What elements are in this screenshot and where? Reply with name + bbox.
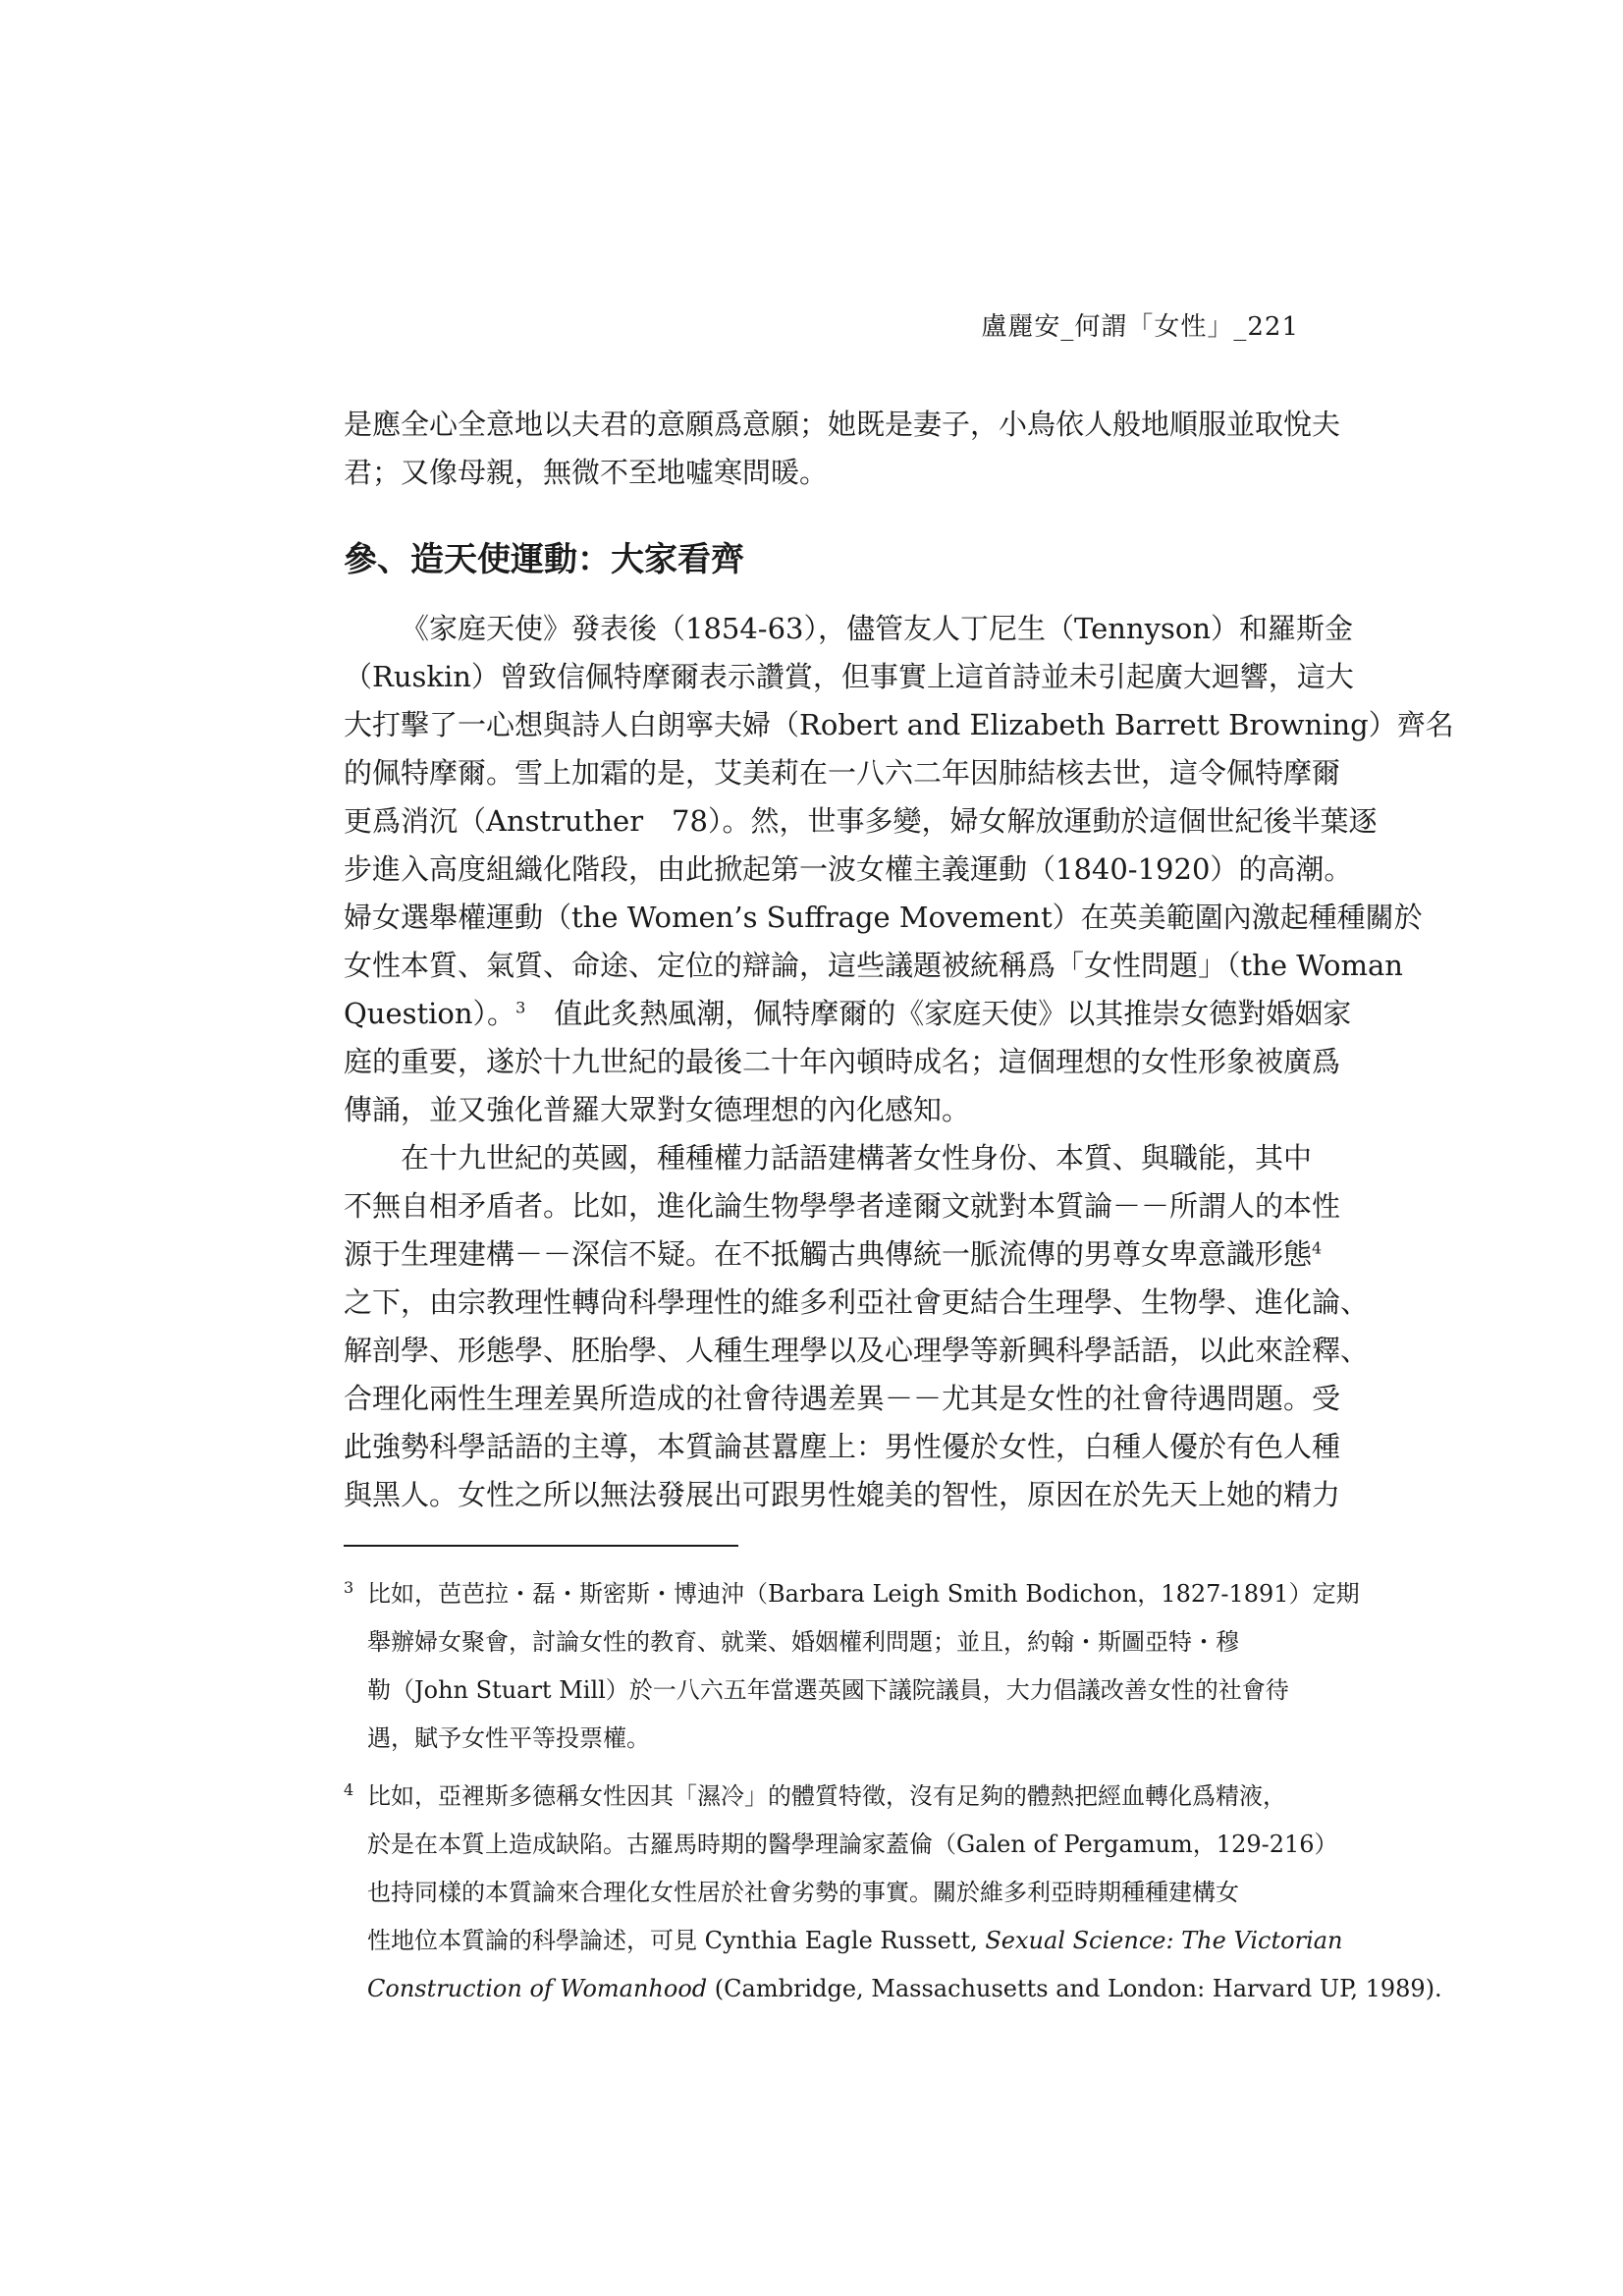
section-heading: 參、造天使運動：大家看齊: [344, 540, 744, 579]
body-text: Question）。: [344, 997, 516, 1030]
body-line: 婦女選舉權運動（the Women’s Suffrage Movement）在英美範圍內激起種種關於: [344, 901, 1423, 934]
body-line: 是應全心全意地以夫君的意願爲意願；她既是妻子，小鳥依人般地順服並取悅夫: [344, 408, 1341, 441]
footnote-line: 遇，賦予女性平等投票權。: [367, 1724, 650, 1752]
body-line: 女性本質、氣質、命途、定位的辯論，這些議題被統稱爲「女性問題」（the Woman: [344, 949, 1403, 982]
footnote-line: [344, 1570, 1360, 1618]
body-line: 《家庭天使》發表後（1854-63），儘管友人丁尼生（Tennyson）和羅斯金: [401, 612, 1354, 645]
body-line: （Ruskin）曾致信佩特摩爾表示讚賞，但事實上這首詩並未引起廣大迴響，這大: [344, 660, 1354, 693]
footnote-line: 也持同樣的本質論來合理化女性居於社會劣勢的事實。關於維多利亞時期種種建構女: [367, 1879, 1239, 1906]
page-body: [344, 401, 1454, 2013]
footnote-line: [344, 1773, 1304, 1821]
footnote-3: [344, 1570, 1360, 1763]
book-title: Construction of Womanhood: [367, 1975, 708, 2002]
footnote-line: 舉辦婦女聚會，討論女性的教育、就業、婚姻權利問題；並且，約翰・斯圖亞特・穆: [367, 1628, 1239, 1656]
body-line: 大打擊了一心想與詩人白朗寧夫婦（Robert and Elizabeth Barrett Browning）齊名: [344, 708, 1454, 741]
body-line: 傳誦，並又強化普羅大眾對女德理想的內化感知。: [344, 1093, 971, 1126]
body-line: 的佩特摩爾。雪上加霜的是，艾美莉在一八六二年因肺結核去世，這令佩特摩爾: [344, 756, 1341, 790]
body-line: [344, 990, 1352, 1038]
body-line: 庭的重要，遂於十九世紀的最後二十年內頓時成名；這個理想的女性形象被廣爲: [344, 1045, 1341, 1078]
footnote-text: 性地位本質論的科學論述，可見 Cynthia Eagle Russett,: [367, 1927, 986, 1954]
body-text: 值此炙熱風潮，佩特摩爾的《家庭天使》以其推崇女德對婚姻家: [525, 997, 1352, 1030]
footnote-reference-4: 4: [1312, 1238, 1323, 1258]
body-line: 在十九世紀的英國，種種權力話語建構著女性身份、本質、與職能，其中: [401, 1141, 1313, 1175]
body-line: 更爲消沉（Anstruther 78）。然，世事多變，婦女解放運動於這個世紀後半葉逐: [344, 804, 1378, 838]
body-line: 解剖學、形態學、胚胎學、人種生理學以及心理學等新興科學話語，以此來詮釋、: [344, 1334, 1370, 1367]
body-text: 源于生理建構－－深信不疑。在不抵觸古典傳統一脈流傳的男尊女卑意識形態: [344, 1237, 1313, 1271]
footnote-text: (Cambridge, Massachusetts and London: Harvard UP, 1989).: [707, 1975, 1442, 2002]
footnote-mark: 4: [344, 1780, 354, 1799]
footnote-mark: 3: [344, 1578, 354, 1597]
body-line: 與黑人。女性之所以無法發展出可跟男性媲美的智性，原因在於先天上她的精力: [344, 1478, 1341, 1511]
footnote-divider: [344, 1545, 738, 1547]
body-line: 之下，由宗教理性轉尙科學理性的維多利亞社會更結合生理學、生物學、進化論、: [344, 1285, 1370, 1319]
body-line: 此強勢科學話語的主導，本質論甚囂塵上：男性優於女性，白種人優於有色人種: [344, 1430, 1341, 1463]
paragraph-1: [344, 605, 1454, 1134]
body-line: 不無自相矛盾者。比如，進化論生物學學者達爾文就對本質論－－所謂人的本性: [344, 1189, 1341, 1223]
running-header: 盧麗安_何謂「女性」_221: [981, 312, 1299, 342]
body-line: 步進入高度組織化階段，由此掀起第一波女權主義運動（1840-1920）的高潮。: [344, 852, 1353, 886]
footnote-4: [344, 1773, 1442, 2013]
paragraph-2: [344, 1134, 1370, 1519]
footnote-text: 比如，芭芭拉・磊・斯密斯・博迪沖（Barbara Leigh Smith Bodichon，1827-1891）定期: [367, 1580, 1360, 1608]
footnote-line: [344, 1965, 1442, 2013]
body-line: 君；又像母親，無微不至地噓寒問暖。: [344, 456, 829, 489]
footnote-line: 於是在本質上造成缺陷。古羅馬時期的醫學理論家蓋倫（Galen of Pergamum，129-216）: [367, 1831, 1338, 1858]
footnote-text: 比如，亞裡斯多德稱女性因其「濕冷」的體質特徵，沒有足夠的體熱把經血轉化爲精液，: [367, 1782, 1286, 1810]
footnote-line: [344, 1917, 1343, 1965]
footnote-line: 勒（John Stuart Mill）於一八六五年當選英國下議院議員，大力倡議改善女性的社會待: [367, 1676, 1289, 1704]
body-line: 合理化兩性生理差異所造成的社會待遇差異－－尤其是女性的社會待遇問題。受: [344, 1382, 1341, 1415]
footnote-reference-3: 3: [515, 998, 526, 1017]
book-title: Sexual Science: The Victorian: [985, 1927, 1343, 1954]
body-line: [344, 1230, 1323, 1279]
